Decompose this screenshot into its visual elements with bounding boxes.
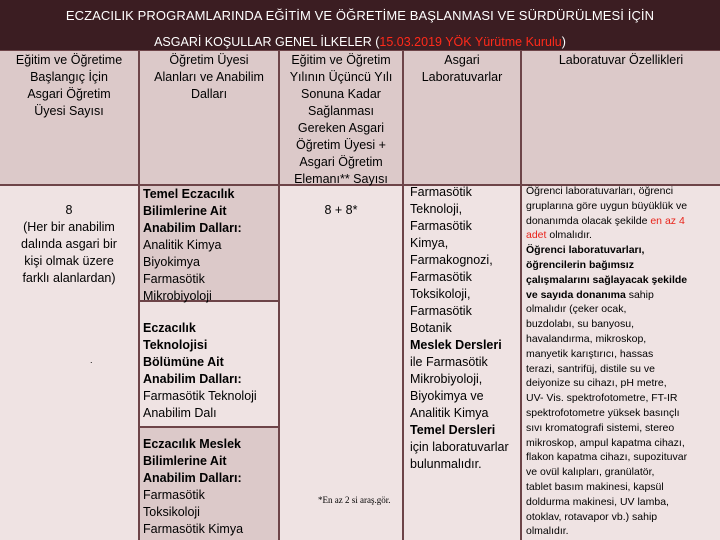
lab-features-span: olmalıdır. [546, 229, 592, 242]
dept-block-heading: Eczacılık [143, 321, 196, 335]
dept-block-heading: Bilimlerine Ait [143, 204, 227, 218]
staff-count-note: (Her bir anabilim [23, 220, 115, 234]
lab-features-bold-line: çalışmalarını sağlayacak şekilde [526, 273, 688, 286]
col4-header-line: Asgari [444, 53, 480, 67]
dept-item: Farmasötik Teknoloji [143, 389, 257, 403]
dept-block-heading: Teknolojisi [143, 338, 208, 352]
col4-header-line: Laboratuvarlar [421, 70, 503, 84]
dept-item: Analitik Kimya [143, 238, 222, 252]
third-year-footnote: *En az 2 si araş.gör. [318, 495, 391, 505]
col1-header [0, 52, 138, 120]
labs-line: Toksikoloji, [410, 287, 471, 301]
staff-count-value: 8 [65, 203, 73, 217]
col5-header [522, 52, 720, 69]
third-year-value: 8 + 8* [324, 203, 358, 217]
labs-line: Biyokimya ve [410, 389, 484, 403]
lab-features-line: gruplarına göre uygun büyüklük ve [526, 199, 688, 212]
dept-block-professional [143, 436, 277, 538]
dept-block-heading: Temel Eczacılık [143, 187, 235, 201]
lab-features-span: sahip [625, 288, 654, 301]
body-cell-third-year [280, 186, 402, 540]
col3-header-line: Sağlanması [307, 104, 374, 118]
lab-features-line: sıvı kromatografi sistemi, stereo [526, 421, 675, 434]
labs-line: Farmasötik [410, 270, 472, 284]
dept-block-heading: Anabilim Dalları: [143, 471, 242, 485]
lab-features-line: otoklav, rotavapor vb.) sahip [526, 510, 658, 523]
labs-line: ile Farmasötik [410, 355, 488, 369]
labs-line: Botanik [410, 321, 452, 335]
labs-line: Analitik Kimya [410, 406, 489, 420]
staff-count-note: dalında asgari bir [21, 237, 117, 251]
lab-features-line: spektrofotometre yüksek basınçlı [526, 406, 680, 419]
labs-line: Teknoloji, [410, 202, 463, 216]
dept-block-basic [143, 186, 277, 305]
labs-basic-courses: Temel Dersleri [410, 423, 496, 437]
labs-line: Farmasötik [410, 185, 472, 199]
lab-features-line: mikroskop, ampul kapatma cihazı, [526, 436, 685, 449]
lab-min-count: en az 4 [650, 214, 685, 227]
lab-features-line: ve ovül kalıpları, granülatör, [526, 466, 655, 479]
dept-block-heading: Anabilim Dalları: [143, 372, 242, 386]
col3-header-line: Elemanı** Sayısı [294, 172, 388, 186]
col4-header [404, 52, 520, 86]
dept-block-technology [143, 320, 277, 422]
dept-block-heading: Anabilim Dalları: [143, 221, 242, 235]
col3-header-line: Yılının Üçüncü Yılı [289, 70, 393, 84]
col3-header [280, 52, 402, 188]
col2-header-line: Alanları ve Anabilim [154, 70, 264, 84]
lab-features-line [526, 228, 718, 243]
dept-item: Mikrobiyoloji [143, 289, 212, 303]
col5-header-line: Laboratuvar Özellikleri [558, 53, 684, 67]
staff-count-text [0, 202, 138, 287]
header-cell-5 [522, 51, 720, 184]
labs-line: için laboratuvarlar [410, 440, 509, 454]
dept-item: Farmasötik [143, 272, 205, 286]
lab-features-line: deiyonize su cihazı, pH metre, [526, 377, 667, 390]
lab-features-text [526, 184, 718, 539]
labs-text [410, 184, 520, 473]
dept-block-heading: Bilimlerine Ait [143, 454, 227, 468]
lab-features-bold-span: ve sayıda donanıma [526, 288, 626, 301]
col1-header-line: Eğitim ve Öğretime [15, 53, 123, 67]
lab-features-line: tablet basım makinesi, kapsül [526, 480, 664, 493]
slide-title: ECZACILIK PROGRAMLARINDA EĞİTİM VE ÖĞRETİME BAŞLANMASI VE SÜRDÜRÜLMESİ İÇİN [65, 8, 655, 23]
slide-subtitle [0, 35, 720, 49]
lab-features-line [526, 214, 718, 229]
lab-features-line: havalandırma, mikroskop, [526, 332, 647, 345]
labs-line: Farmasötik [410, 304, 472, 318]
col1-header-line: Başlangıç İçin [30, 70, 108, 84]
col2-header [140, 52, 278, 103]
lab-features-line: terazi, santrifüj, distile su ve [526, 362, 655, 375]
col1-header-line: Asgari Öğretim [27, 87, 111, 101]
dept-block-heading: Eczacılık Meslek [143, 437, 241, 451]
col3-header-line: Sonuna Kadar [301, 87, 381, 101]
col2-header-line: Öğretim Üyesi [169, 53, 249, 67]
dept-item: Farmasötik Kimya [143, 522, 244, 536]
col3-header-line: Asgari Öğretim [299, 155, 383, 169]
lab-features-bold-line: Öğrenci laboratuvarları, [526, 244, 645, 257]
subtitle-main: ASGARİ KOŞULLAR GENEL İLKELER ( [154, 35, 380, 49]
lab-features-line: Öğrenci laboratuvarları, öğrenci [526, 185, 674, 197]
subtitle-end: ) [561, 35, 566, 49]
lab-features-bold-line: öğrencilerin bağımsız [526, 258, 634, 271]
dept-item: Anabilim Dalı [143, 406, 217, 420]
labs-line: Mikrobiyoloji, [410, 372, 483, 386]
lab-features-line: doldurma makinesi, UV lamba, [526, 495, 669, 508]
col3-header-line: Eğitim ve Öğretim [291, 53, 391, 67]
dept-item: Biyokimya [143, 255, 200, 269]
lab-features-span: donanımda olacak şekilde [526, 214, 651, 227]
dept-block-heading: Bölümüne Ait [143, 355, 224, 369]
staff-count-note: farklı alanlardan) [22, 271, 116, 285]
col3-header-line: Öğretim Üyesi + [296, 138, 386, 152]
lab-features-line: flakon kapatma cihazı, supozituvar [526, 451, 688, 464]
lab-features-line: olmalıdır (çeker ocak, [526, 303, 627, 316]
dept-item: Farmasötik [143, 488, 205, 502]
lab-features-line: manyetik karıştırıcı, hassas [526, 347, 654, 360]
lab-features-line: olmalıdır. [526, 525, 569, 538]
labs-line: Farmasötik [410, 219, 472, 233]
lab-min-count-unit: adet [526, 229, 547, 242]
col1-header-line: Üyesi Sayısı [34, 104, 104, 118]
labs-professional-courses: Meslek Dersleri [410, 338, 502, 352]
stray-dot: . [90, 355, 93, 365]
lab-features-line [526, 288, 718, 303]
labs-line: Kimya, [410, 236, 449, 250]
dept-item: Toksikoloji [143, 505, 200, 519]
slide-header [0, 0, 720, 50]
staff-count-note: kişi olmak üzere [24, 254, 114, 268]
labs-line: bulunmalıdır. [410, 457, 482, 471]
col2-header-line: Dalları [190, 87, 228, 101]
col3-header-line: Gereken Asgari [297, 121, 385, 135]
lab-features-line: UV- Vis. spektrofotometre, FT-IR [526, 392, 678, 405]
lab-features-line: buzdolabı, su banyosu, [526, 318, 634, 331]
labs-line: Farmakognozi, [410, 253, 493, 267]
subtitle-source: 15.03.2019 YÖK Yürütme Kurulu [379, 35, 562, 49]
